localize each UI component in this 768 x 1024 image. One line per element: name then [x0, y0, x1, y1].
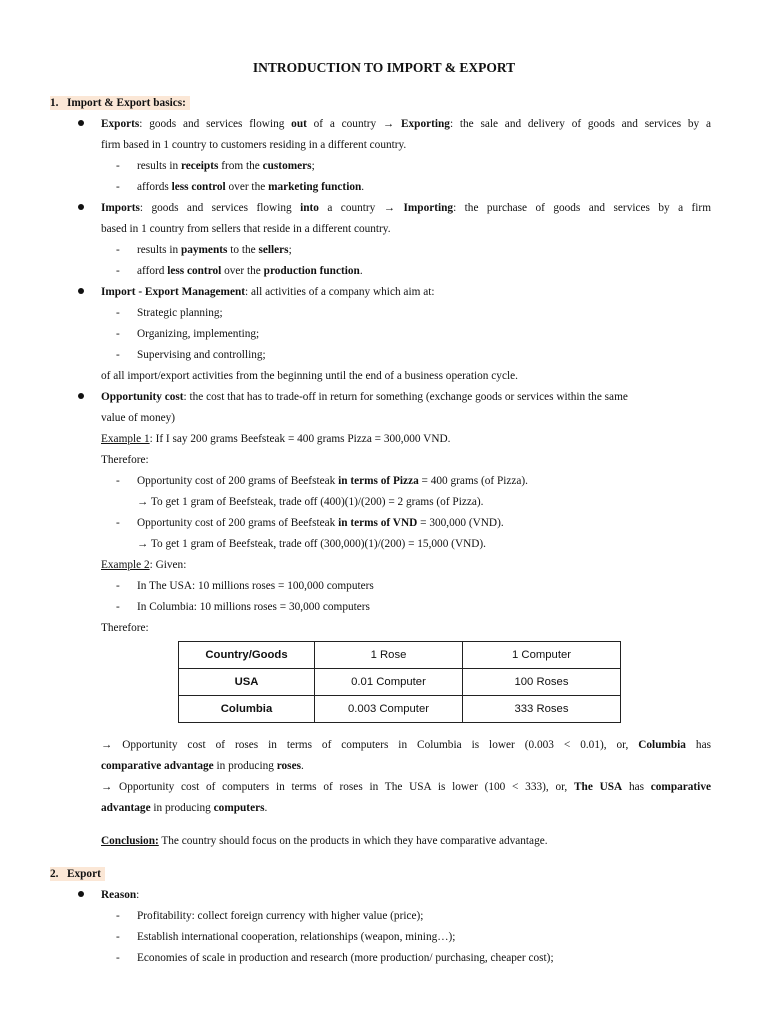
dash: -	[116, 931, 120, 943]
comparative-roses: → Opportunity cost of roses in terms of computers in Columbia is lower (0.003 < 0.01), or, Columbia has	[101, 739, 711, 751]
bullet	[78, 120, 84, 126]
example-2: Example 2: Given:	[101, 559, 187, 571]
conclusion: Conclusion: The country should focus on the products in which they have comparative advantage.	[101, 835, 548, 847]
dash: -	[116, 244, 120, 256]
bullet	[78, 393, 84, 399]
imports-sub-control: afford less control over the production function.	[137, 265, 363, 277]
dash: -	[116, 910, 120, 922]
dash: -	[116, 265, 120, 277]
table-header-cell: Country/Goods	[179, 642, 315, 669]
management-item: Strategic planning;	[137, 307, 223, 319]
reason-label: Reason:	[101, 889, 140, 901]
management-item: Supervising and controlling;	[137, 349, 266, 361]
opportunity-cost-definition-cont: value of money)	[101, 412, 176, 424]
dash: -	[116, 952, 120, 964]
comparative-computers: → Opportunity cost of computers in terms of roses in The USA is lower (100 < 333), or, The USA has comparative	[101, 781, 711, 793]
opportunity-vnd-result: → To get 1 gram of Beefsteak, trade off (300,000)(1)/(200) = 15,000 (VND).	[137, 538, 487, 550]
example-1: Example 1: If I say 200 grams Beefsteak = 400 grams Pizza = 300,000 VND.	[101, 433, 451, 445]
dash: -	[116, 580, 120, 592]
therefore-label: Therefore:	[101, 622, 149, 634]
table-cell: 0.003 Computer	[315, 696, 463, 723]
comparative-roses-cont: comparative advantage in producing roses.	[101, 760, 304, 772]
section-1-heading: 1. Import & Export basics:	[50, 96, 190, 110]
dash: -	[116, 349, 120, 361]
exports-sub-receipts: results in receipts from the customers;	[137, 160, 315, 172]
opportunity-vnd: Opportunity cost of 200 grams of Beefsteak in terms of VND = 300,000 (VND).	[137, 517, 504, 529]
given-usa: In The USA: 10 millions roses = 100,000 computers	[137, 580, 374, 592]
dash: -	[116, 328, 120, 340]
given-columbia: In Columbia: 10 millions roses = 30,000 computers	[137, 601, 370, 613]
management-definition: Import - Export Management: all activities of a company which aim at:	[101, 286, 435, 298]
table-cell: Columbia	[179, 696, 315, 723]
dash: -	[116, 160, 120, 172]
reason-item: Economies of scale in production and research (more production/ purchasing, cheaper cost);	[137, 952, 554, 964]
opportunity-pizza-result: → To get 1 gram of Beefsteak, trade off (400)(1)/(200) = 2 grams (of Pizza).	[137, 496, 484, 508]
exports-sub-control: affords less control over the marketing function.	[137, 181, 365, 193]
dash: -	[116, 517, 120, 529]
opportunity-cost-table	[178, 641, 621, 723]
reason-item: Establish international cooperation, relationships (weapon, mining…);	[137, 931, 456, 943]
bullet	[78, 288, 84, 294]
imports-definition-cont: based in 1 country from sellers that reside in a different country.	[101, 223, 391, 235]
table-cell: 100 Roses	[463, 669, 621, 696]
table-cell: USA	[179, 669, 315, 696]
table-row	[179, 669, 621, 696]
table-header-row	[179, 642, 621, 669]
table-row	[179, 696, 621, 723]
exports-definition: Exports: goods and services flowing out of a country → Exporting: the sale and delivery of goods and services by a	[101, 118, 711, 130]
dash: -	[116, 475, 120, 487]
table-header-cell: 1 Rose	[315, 642, 463, 669]
therefore-label: Therefore:	[101, 454, 149, 466]
bullet	[78, 204, 84, 210]
reason-item: Profitability: collect foreign currency with higher value (price);	[137, 910, 424, 922]
table-cell: 0.01 Computer	[315, 669, 463, 696]
dash: -	[116, 601, 120, 613]
table-header-cell: 1 Computer	[463, 642, 621, 669]
section-2-heading: 2. Export	[50, 867, 105, 881]
management-item: Organizing, implementing;	[137, 328, 260, 340]
exports-definition-cont: firm based in 1 country to customers residing in a different country.	[101, 139, 407, 151]
bullet	[78, 891, 84, 897]
opportunity-cost-definition: Opportunity cost: the cost that has to trade-off in return for something (exchange goods or services within the same	[101, 391, 628, 403]
dash: -	[116, 307, 120, 319]
imports-definition: Imports: goods and services flowing into a country → Importing: the purchase of goods and services by a firm	[101, 202, 711, 214]
opportunity-pizza: Opportunity cost of 200 grams of Beefsteak in terms of Pizza = 400 grams (of Pizza).	[137, 475, 529, 487]
document-title: INTRODUCTION TO IMPORT & EXPORT	[252, 60, 516, 75]
table-cell: 333 Roses	[463, 696, 621, 723]
comparative-computers-cont: advantage in producing computers.	[101, 802, 268, 814]
management-tail: of all import/export activities from the beginning until the end of a business operation cycle.	[101, 370, 518, 382]
dash: -	[116, 181, 120, 193]
imports-sub-payments: results in payments to the sellers;	[137, 244, 292, 256]
